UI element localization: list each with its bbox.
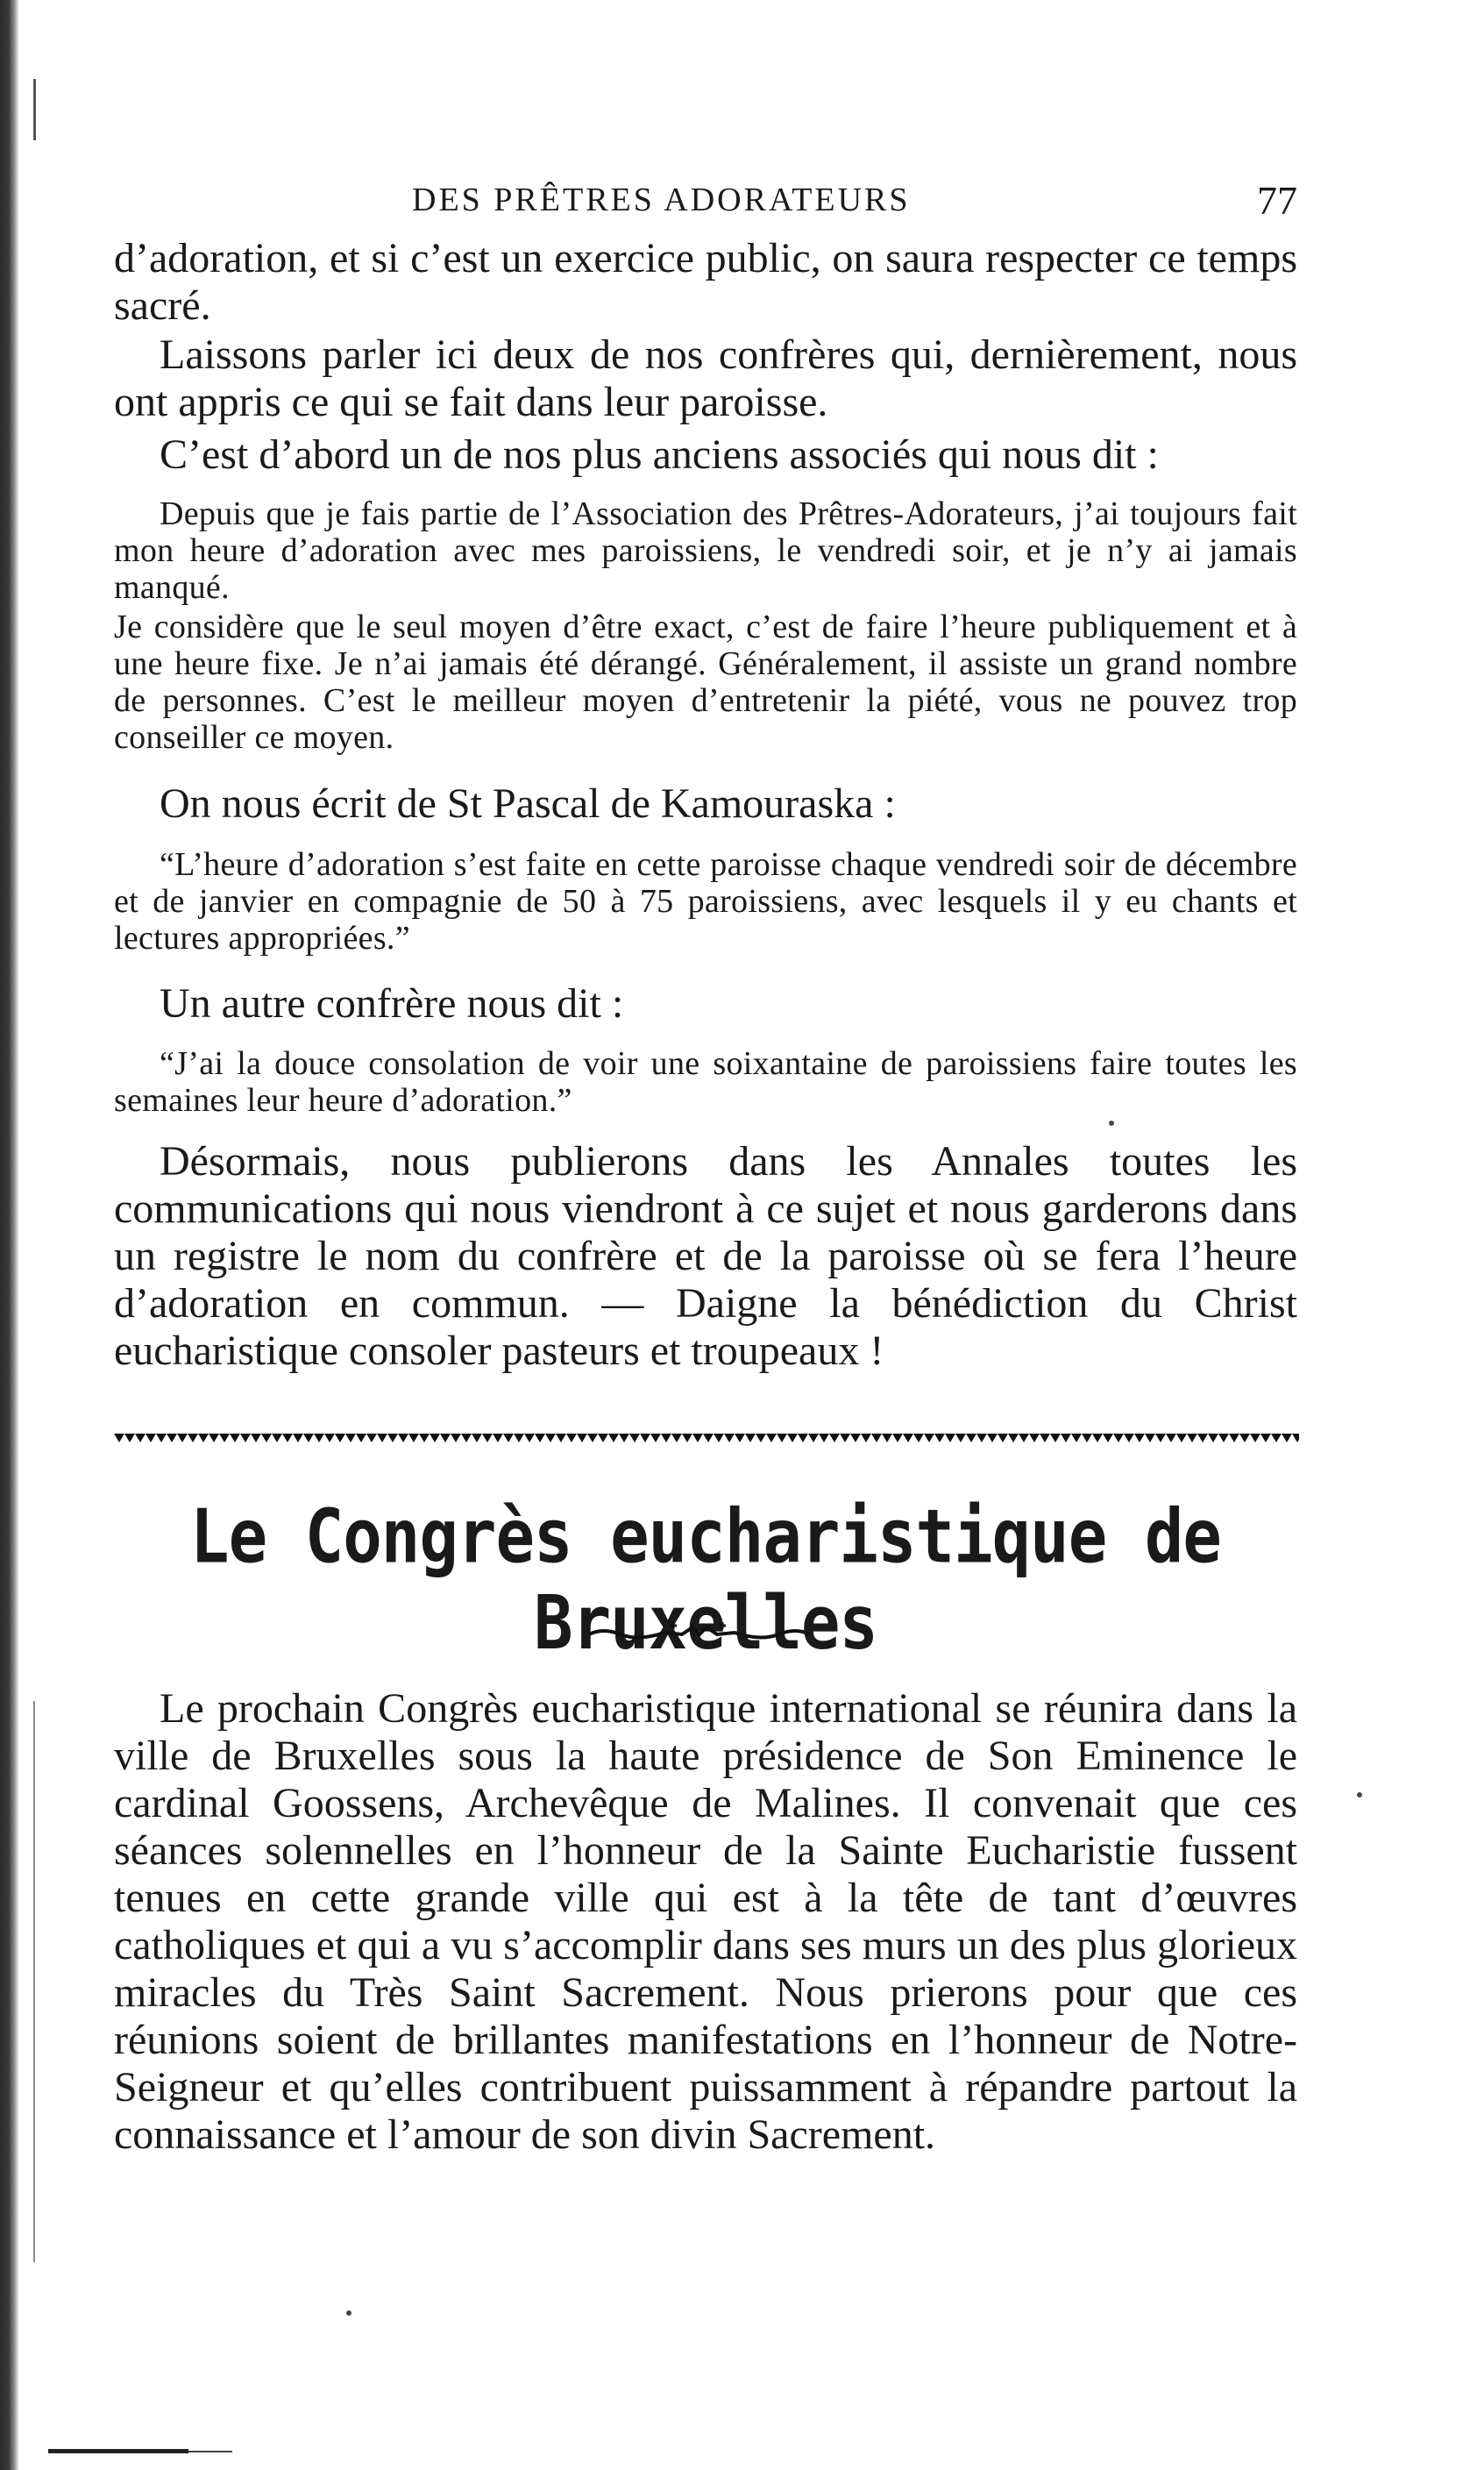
paragraph-conclusion: Désormais, nous publierons dans les Annales toutes les communications qui nous viendront à ce sujet et nous garderons dans un registre le nom du confrère et de la paroisse où se fera l’heure d’adoration en commun. — Daigne la bénédiction du Christ eucharistique consoler pasteurs et troupeaux ! (114, 1138, 1297, 1374)
article-title: Le Congrès eucharistique de Bruxelles (190, 1493, 1221, 1667)
speck (346, 2310, 351, 2316)
paragraph-continuation: d’adoration, et si c’est un exercice public, on saura respecter ce temps sacré. (114, 235, 1297, 329)
running-head: DES PRÊTRES ADORATEURS (412, 182, 911, 218)
bottom-rule (188, 2451, 232, 2452)
paragraph-another-confrere: Un autre confrère nous dit : (160, 980, 624, 1027)
paragraph-intro: Laissons parler ici deux de nos confrères qui, dernièrement, nous ont appris ce qui se fait dans leur paroisse. (114, 331, 1297, 425)
title-ornament-icon (586, 1622, 813, 1647)
page-number: 77 (1257, 178, 1297, 223)
speck (1109, 1121, 1114, 1126)
quote-kamouraska: “L’heure d’adoration s’est faite en cette paroisse chaque vendredi soir de décembre et de janvier en compagnie de 50 à 75 paroissiens, avec lesquels il y eu chants et lectures appropriées.” (114, 846, 1297, 957)
book-spine-shadow (0, 0, 19, 2470)
article-body: Le prochain Congrès eucharistique international se réunira dans la ville de Bruxelles sous la haute présidence de Son Eminence le cardinal Goossens, Archevêque de Malines. Il convenait que ces séances solennelles en l’honneur de la Sainte Eucharistie fussent tenues en cette grande ville qui est à la tête de tant d’œuvres catholiques et qui a vu s’accomplir dans ses murs un des plus glorieux miracles du Très Saint Sacrement. Nous prierons pour que ces réunions soient de brillantes manifestations en l’honneur de Notre-Seigneur et qu’elles contribuent puissamment à répandre partout la connaissance et l’amour de son divin Sacrement. (114, 1685, 1297, 2158)
paragraph-lead-in: C’est d’abord un de nos plus anciens associés qui nous dit : (160, 431, 1159, 478)
paragraph-kamouraska-intro: On nous écrit de St Pascal de Kamouraska : (160, 780, 896, 827)
quote-another-confrere: “J’ai la douce consolation de voir une soixantaine de paroissiens faire toutes les semaines leur heure d’adoration.” (114, 1045, 1297, 1119)
section-divider-rule (114, 1432, 1299, 1444)
quote-first-confrere-part2: Je considère que le seul moyen d’être exact, c’est de faire l’heure publiquement et à une heure fixe. Je n’ai jamais été dérangé. Généralement, il assiste un grand nombre de personnes. C’est le meilleur moyen d’entretenir la piété, vous ne pouvez trop conseiller ce moyen. (114, 609, 1297, 756)
margin-mark (33, 79, 36, 140)
page-header (114, 172, 1297, 224)
quote-first-confrere-part1: Depuis que je fais partie de l’Association des Prêtres-Adorateurs, j’ai toujours fait mon heure d’adoration avec mes paroissiens, le vendredi soir, et je n’y ai jamais manqué. (114, 495, 1297, 606)
bottom-rule (48, 2449, 188, 2453)
speck (1357, 1792, 1362, 1797)
margin-mark (33, 1701, 35, 2262)
